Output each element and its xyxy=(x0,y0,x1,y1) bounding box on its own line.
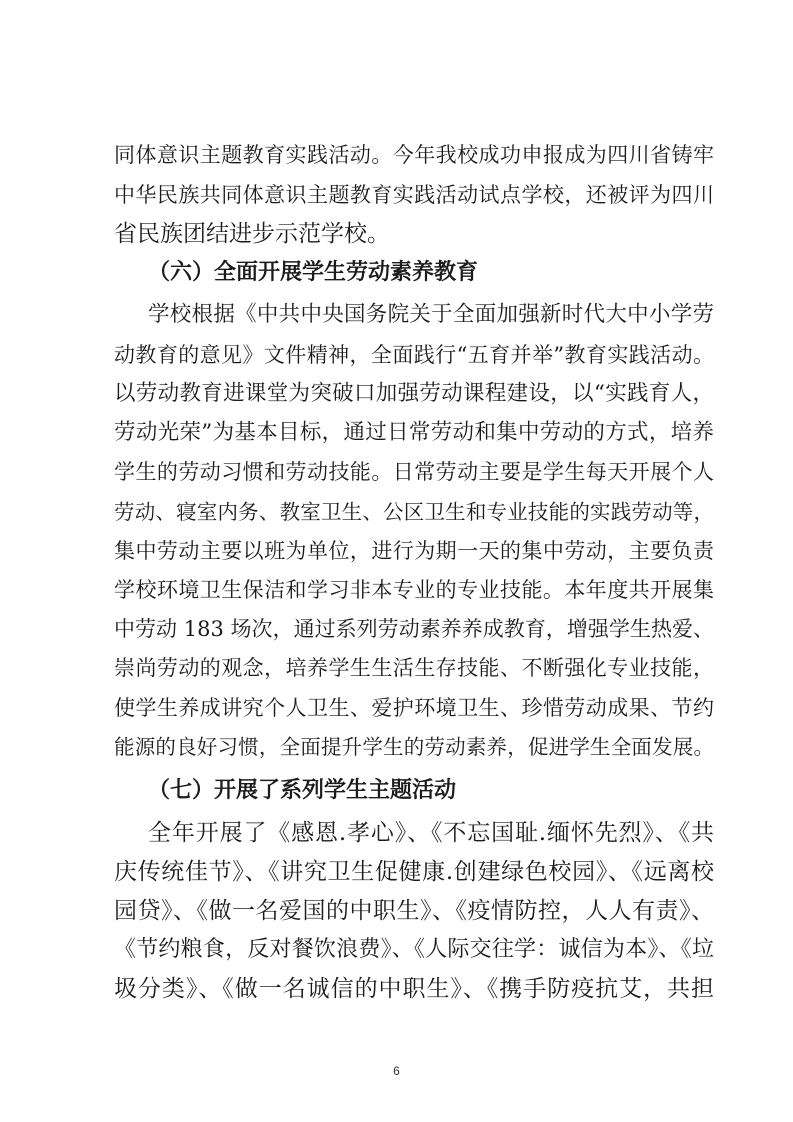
paragraph-line: 园贷》、《做一名爱国的中职生》、《疫情防控，人人有责》、 xyxy=(114,898,714,924)
paragraph-line: 同体意识主题教育实践活动。今年我校成功申报成为四川省铸牢 xyxy=(114,143,714,167)
paragraph-line: 省民族团结进步示范学校。 xyxy=(114,221,390,247)
paragraph-line: 学生的劳动习惯和劳动技能。日常劳动主要是学生每天开展个人 xyxy=(114,460,714,484)
section-heading-6: （六）全面开展学生劳动素养教育 xyxy=(148,260,479,285)
page-number: 6 xyxy=(393,1064,400,1078)
paragraph-line: 劳动、寝室内务、教室卫生、公区卫生和专业技能的实践劳动等， xyxy=(114,500,714,524)
paragraph-line: 圾分类》、《做一名诚信的中职生》、《携手防疫抗艾，共担 xyxy=(114,976,714,1002)
paragraph-line: 集中劳动主要以班为单位，进行为期一天的集中劳动，主要负责 xyxy=(114,539,714,563)
paragraph-line: 动教育的意见》文件精神，全面践行“五育并举”教育实践活动。 xyxy=(114,343,714,367)
paragraph-line: 使学生养成讲究个人卫生、爱护环境卫生、珍惜劳动成果、节约 xyxy=(114,696,714,720)
paragraph-line: 学校环境卫生保洁和学习非本专业的专业技能。本年度共开展集 xyxy=(114,578,714,602)
paragraph-line: 劳动光荣”为基本目标，通过日常劳动和集中劳动的方式，培养 xyxy=(114,420,714,445)
paragraph-line: 庆传统佳节》、《讲究卫生促健康.创建绿色校园》、《远离校 xyxy=(114,859,714,885)
paragraph-line: 崇尚劳动的观念，培养学生生活生存技能、不断强化专业技能， xyxy=(114,656,714,680)
paragraph-line: 《节约粮食，反对餐饮浪费》、《人际交往学：诚信为本》、《垃 xyxy=(114,937,714,962)
paragraph-line: 以劳动教育进课堂为突破口加强劳动课程建设，以“实践育人， xyxy=(114,381,714,406)
paragraph-line: 中华民族共同体意识主题教育实践活动试点学校，还被评为四川 xyxy=(114,183,714,207)
section-heading-7: （七）开展了系列学生主题活动 xyxy=(148,778,457,803)
paragraph-line: 能源的良好习惯，全面提升学生的劳动素养，促进学生全面发展。 xyxy=(114,735,714,759)
paragraph-line: 中劳动 183 场次，通过系列劳动素养养成教育，增强学生热爱、 xyxy=(114,617,714,641)
paragraph-line: 全年开展了《感恩.孝心》、《不忘国耻.缅怀先烈》、《共 xyxy=(148,820,714,846)
paragraph-line: 学校根据《中共中央国务院关于全面加强新时代大中小学劳 xyxy=(148,302,714,327)
